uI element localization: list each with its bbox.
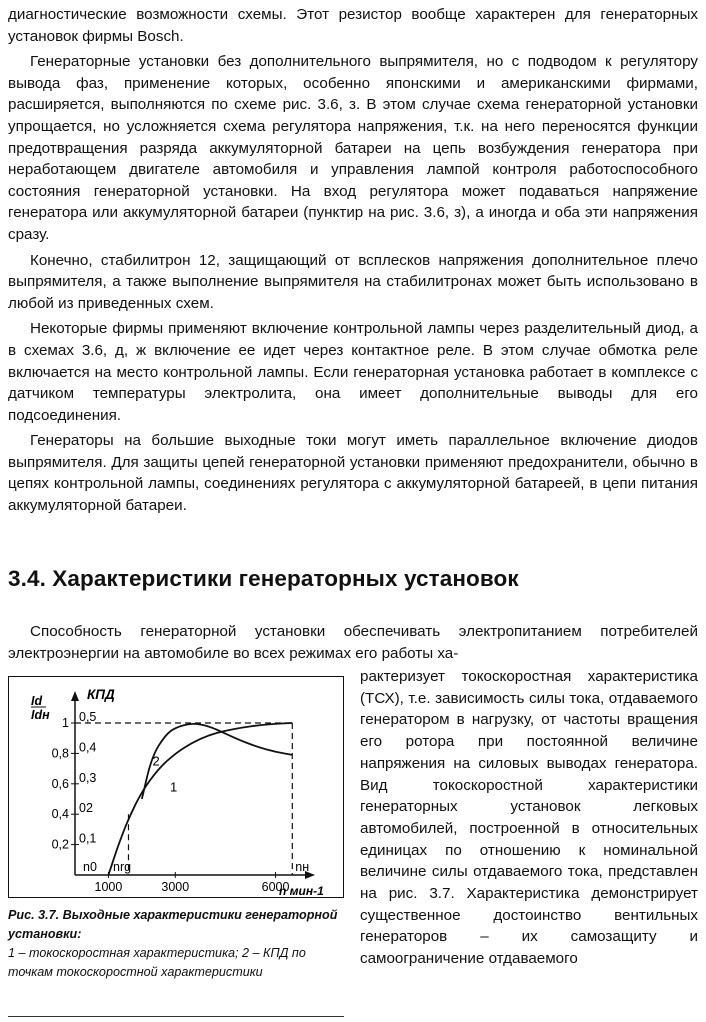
intro-paragraph-block — [8, 621, 698, 664]
y-tick-label: 1 — [62, 716, 69, 730]
right-column-text — [360, 666, 698, 970]
caption-title: Рис. 3.7. Выходные характеристики генераторной установки: — [8, 908, 338, 941]
chart-svg — [9, 677, 345, 899]
paragraph: рактеризует токоскоростная характеристика (ТСХ), т.е. зависимость силы тока, отдаваемого генератором в нагрузку, от частоты вращения его ротора при постоянной величине напряжения на силовых выводах генератора. Вид токоскоростной характеристики генераторных установок легковых автомобилей, построенной в относительных единицах по отношению к номинальной величине силы отдаваемого тока, представлен на рис. 3.7. Характеристика демонстрирует существенное достоинство вентильных генераторов – их самозащиту и самоограничение отдаваемого — [360, 668, 698, 968]
chart-frame — [8, 676, 344, 898]
kpd-tick-label: 0,1 — [79, 831, 97, 846]
x-tick-label: 6000 — [261, 880, 290, 894]
paragraph: Генераторные установки без дополнительного выпрямителя, но с подводом к регулятору вывода фаз, применение которых, особенно японскими и американскими фирмами, расширяется, выполняются по схеме рис. 3.6, з. В этом случае схема генераторной установки упрощается, но усложняется схема регулятора напряжения, т.к. на него переносятся функции предотвращения разряда аккумуляторной батареи на цепь возбуждения генератора при неработающем двигателе автомобиля и управления лампой контроля работоспособного состояния генераторной установки. На вход регулятора может подаваться напряжение генератора или аккумуляторной батареи (пунктир на рис. 3.6, з), а иногда и оба эти напряжения сразу. — [8, 53, 698, 243]
x-tick-label: 1000 — [94, 880, 123, 894]
y-tick-label: 0,2 — [51, 837, 69, 852]
paragraph: диагностические возможности схемы. Этот резистор вообще характерен для генераторных установок фирмы Bosch. — [8, 6, 698, 45]
kpd-tick-label: 0,5 — [79, 710, 97, 724]
series-curve-1 — [108, 723, 292, 875]
kpd-tick-label: 0,4 — [79, 740, 97, 755]
y-axis-label-idn: Idн — [31, 708, 50, 722]
figure-caption — [8, 906, 348, 982]
caption-divider — [8, 1016, 344, 1017]
curve-label-2: 2 — [152, 753, 160, 769]
paragraph: Конечно, стабилитрон 12, защищающий от всплесков напряжения дополнительное плечо выпрямителя, а также выполнение выпрямителя на стабилитронах может быть использовано в любой из приведенных схем. — [8, 251, 698, 312]
paragraph: Способность генераторной установки обеспечивать электропитанием потребителей электроэнергии на автомобиле во всех режимах его работы ха- — [8, 623, 698, 662]
y-axis-label-kpd: КПД — [87, 687, 115, 702]
kpd-tick-label: 02 — [79, 801, 93, 816]
curve-label-1: 1 — [170, 779, 178, 795]
speed-label: n0 — [83, 860, 97, 874]
x-axis-label: n мин-1 — [279, 884, 324, 898]
speed-label: nrg — [113, 860, 132, 874]
top-text-block — [8, 4, 698, 517]
y-tick-label: 0,4 — [51, 807, 69, 822]
y-tick-label: 0,6 — [51, 776, 69, 791]
series-curve-2 — [142, 724, 292, 799]
paragraph: Генераторы на большие выходные токи могут иметь параллельное включение диодов выпрямителя. Для защиты цепей генераторной установки применяют предохранители, обычно в цепях контрольной лампы, соединениях регулятора с аккумуляторной батареей, в цепи питания аккумуляторной батареи. — [8, 432, 698, 515]
y-axis-arrow — [71, 691, 79, 701]
speed-label: nн — [295, 860, 310, 874]
caption-body: 1 – токоскоростная характеристика; 2 – КПД по точкам токоскоростной характеристики — [8, 946, 306, 979]
x-tick-label: 3000 — [161, 880, 190, 894]
paragraph: Некоторые фирмы применяют включение контрольной лампы через разделительный диод, а в схемах 3.6, д, ж включение ее идет через контактное реле. В этом случае обмотка реле включается на место контрольной лампы. Если генераторная установка работает в комплексе с датчиком температуры электролита, она имеет дополнительные выводы для его подсоединения. — [8, 320, 698, 424]
y-tick-label: 0,8 — [51, 746, 69, 761]
y-axis-label-id: Id — [31, 694, 43, 708]
kpd-tick-label: 0,3 — [79, 770, 97, 785]
section-heading: 3.4. Характеристики генераторных установок — [8, 566, 519, 591]
